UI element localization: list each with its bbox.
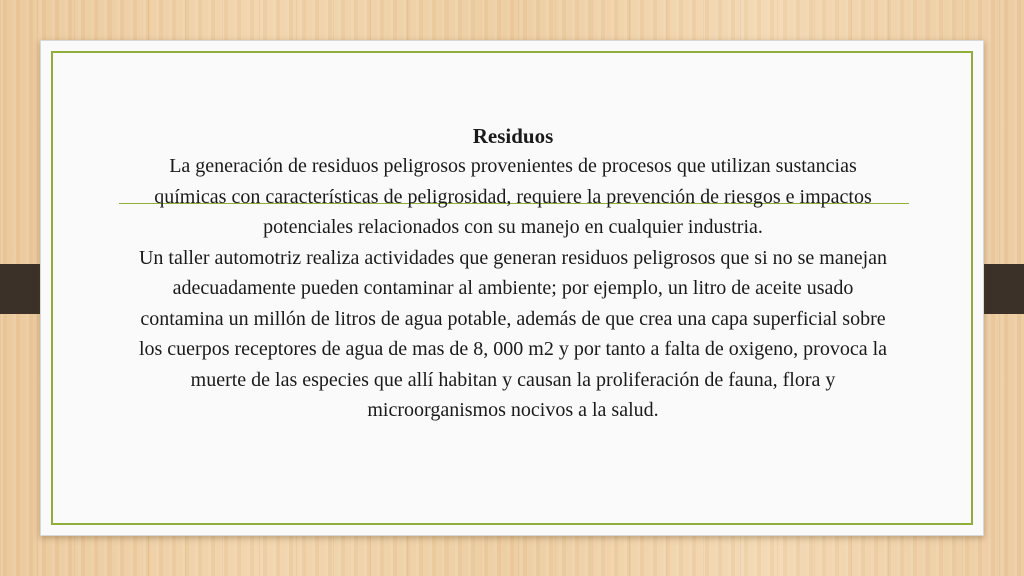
slide-title: Residuos	[472, 124, 554, 148]
paragraph-1: La generación de residuos peligrosos provenientes de procesos que utilizan sustancias químicas con características de peligrosidad, requiere la prevención de riesgos e impactos potenciales relacionados con su manejo en cualquier industria.	[154, 155, 872, 238]
slide-content	[131, 121, 895, 426]
paragraph-2: Un taller automotriz realiza actividades que generan residuos peligrosos que si no se manejan adecuadamente pueden contaminar al ambiente; por ejemplo, un litro de aceite usado contamina un millón de litros de agua potable, además de que crea una capa superficial sobre los cuerpos receptores de agua de mas de 8, 000 m2 y por tanto a falta de oxigeno, provoca la muerte de las especies que allí habitan y causan la proliferación de fauna, flora y microorganismos nocivos a la salud.	[138, 246, 888, 421]
slide-card	[40, 40, 984, 536]
